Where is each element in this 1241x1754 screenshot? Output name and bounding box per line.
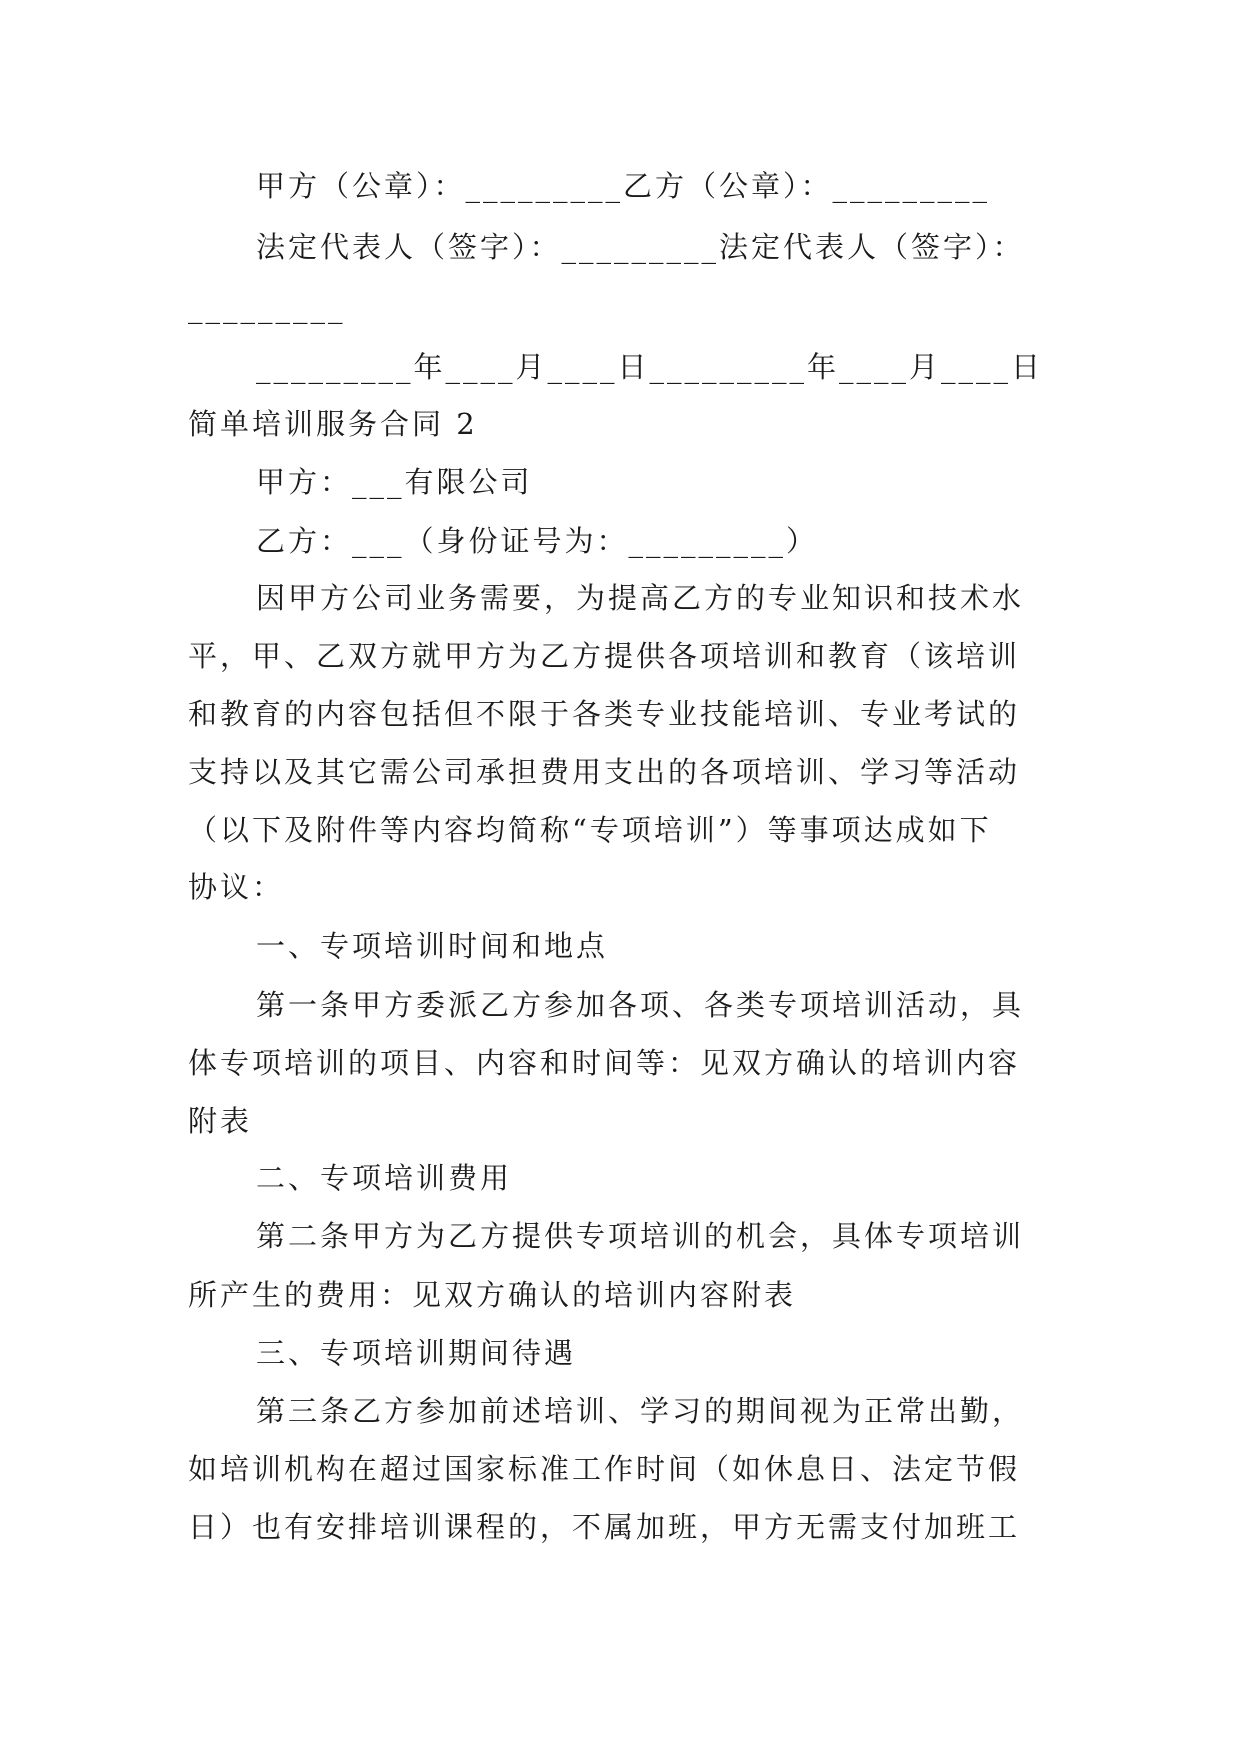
section-heading: 一、专项培训时间和地点 xyxy=(256,929,609,963)
section-heading: 三、专项培训期间待遇 xyxy=(256,1336,577,1370)
party-a: 甲方：___有限公司 xyxy=(256,465,533,499)
clause-line: 第一条甲方委派乙方参加各项、各类专项培训活动，具 xyxy=(256,988,1025,1022)
paragraph-line: 因甲方公司业务需要，为提高乙方的专业知识和技术水 xyxy=(256,581,1025,615)
clause-line: 所产生的费用：见双方确认的培训内容附表 xyxy=(188,1278,797,1312)
clause-line: 体专项培训的项目、内容和时间等：见双方确认的培训内容 xyxy=(188,1046,1021,1080)
paragraph-line: 协议： xyxy=(188,870,285,904)
paragraph-line: 和教育的内容包括但不限于各类专业技能培训、专业考试的 xyxy=(188,697,1021,731)
clause-line: 附表 xyxy=(188,1104,253,1138)
date-line: _________年____月____日_________年____月____日 xyxy=(256,350,1044,384)
signature-line-legal-representatives: 法定代表人（签字）：_________法定代表人（签字）： xyxy=(256,230,1025,264)
signature-line-party-seals: 甲方（公章）：_________乙方（公章）：_________ xyxy=(256,169,991,203)
party-b: 乙方：___（身份证号为：_________） xyxy=(256,524,819,558)
section-heading: 二、专项培训费用 xyxy=(256,1161,513,1195)
paragraph-line: （以下及附件等内容均简称“专项培训”）等事项达成如下 xyxy=(188,813,992,847)
signature-blank: _________ xyxy=(188,290,346,324)
clause-line: 第二条甲方为乙方提供专项培训的机会，具体专项培训 xyxy=(256,1219,1025,1253)
clause-line: 日）也有安排培训课程的，不属加班，甲方无需支付加班工 xyxy=(188,1510,1021,1544)
paragraph-line: 平，甲、乙双方就甲方为乙方提供各项培训和教育（该培训 xyxy=(188,639,1021,673)
clause-line: 第三条乙方参加前述培训、学习的期间视为正常出勤， xyxy=(256,1394,1025,1428)
paragraph-line: 支持以及其它需公司承担费用支出的各项培训、学习等活动 xyxy=(188,755,1021,789)
clause-line: 如培训机构在超过国家标准工作时间（如休息日、法定节假 xyxy=(188,1452,1021,1486)
contract-title: 简单培训服务合同 2 xyxy=(188,407,478,441)
